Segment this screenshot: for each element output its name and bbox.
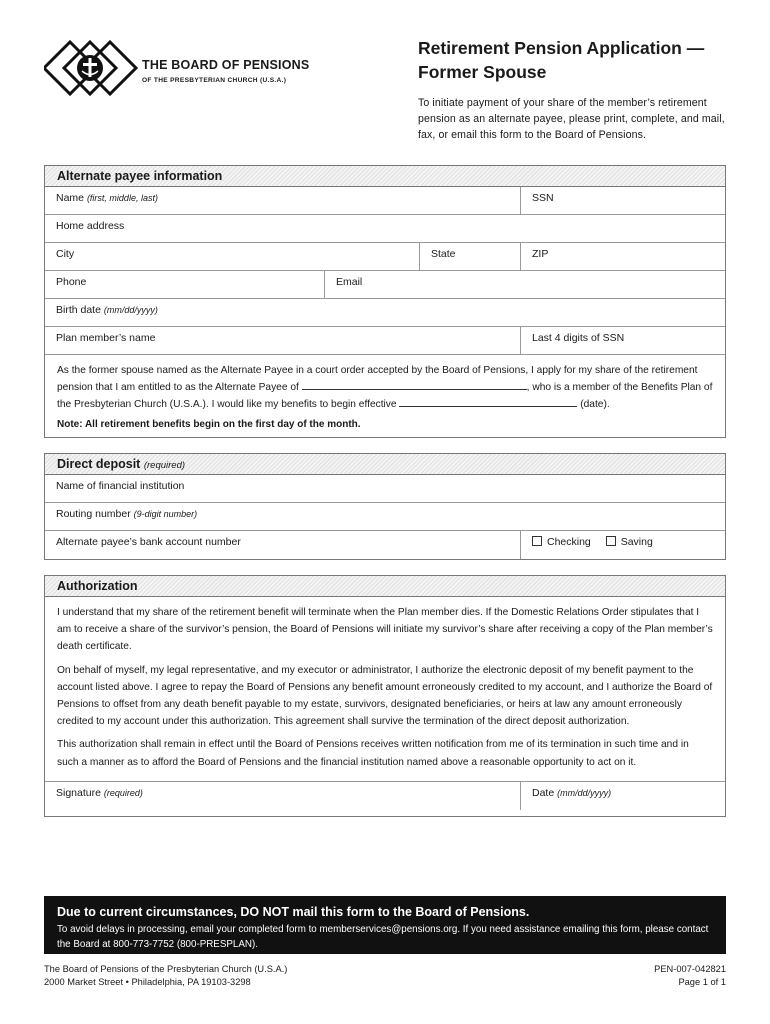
- authorization-paragraph-1: I understand that my share of the retirement benefit will terminate when the Plan member dies. If the Domestic Relations Order stipulates that I am to receive a share of the survivor’s pension, the Board of Pensions will initiate my survivor’s share after receiving a copy of the Plan member’s death certificate.: [57, 607, 713, 653]
- org-name: THE BOARD OF PENSIONS: [142, 58, 310, 72]
- note-text: Note: All retirement benefits begin on the first day of the month.: [57, 418, 361, 430]
- birth-date-field[interactable]: Birth date (mm/dd/yyyy): [56, 304, 158, 316]
- email-field[interactable]: Email: [324, 271, 725, 298]
- title-line-1: Retirement Pension Application —: [418, 38, 705, 58]
- authorization-section: [44, 575, 726, 817]
- zip-field[interactable]: ZIP: [520, 243, 725, 270]
- form-row: [45, 327, 725, 355]
- checking-option[interactable]: Checking: [532, 536, 591, 548]
- form-row: [45, 215, 725, 243]
- name-field[interactable]: Name (first, middle, last): [56, 192, 158, 204]
- home-address-field[interactable]: Home address: [56, 220, 125, 232]
- form-row: [45, 531, 725, 559]
- statement-paragraph: As the former spouse named as the Alternate Payee in a court order accepted by the Board of Pensions, I apply for my share of the retirement pension that I am entitled to as the Alternate Payee of , who is a member of the Benefits Plan of the Presbyterian Church (U.S.A.). I would like my benefits to begin effective (date). Note: All retirement benefits begin on the first day of the month.: [45, 355, 725, 433]
- checking-checkbox[interactable]: [532, 536, 542, 546]
- routing-number-field[interactable]: Routing number (9-digit number): [56, 508, 198, 520]
- form-row: [45, 782, 725, 810]
- last4-ssn-field[interactable]: Last 4 digits of SSN: [520, 327, 725, 354]
- saving-checkbox[interactable]: [606, 536, 616, 546]
- authorization-paragraph-3: This authorization shall remain in effect until the Board of Pensions receives written notification from me of its termination in such time and in such a manner as to afford the Board of Pensions and the financial institution named above a reasonable opportunity to act on it.: [57, 739, 689, 768]
- banner-title: Due to current circumstances, DO NOT mail this form to the Board of Pensions.: [57, 905, 530, 919]
- title-line-2: Former Spouse: [418, 62, 547, 82]
- form-code: PEN-007-042821: [654, 964, 726, 974]
- presbyterian-seal-icon: [44, 38, 140, 98]
- intro-text: To initiate payment of your share of the member’s retirement pension as an alternate payee, please print, complete, and mail, fax, or email this form to the Board of Pensions.: [418, 97, 725, 141]
- section-heading: Direct deposit (required): [45, 454, 725, 475]
- section-heading: Alternate payee information: [45, 166, 725, 187]
- state-field[interactable]: State: [419, 243, 520, 270]
- form-row: [45, 503, 725, 531]
- effective-date-blank[interactable]: [399, 397, 577, 407]
- section-heading: Authorization: [45, 576, 725, 597]
- alternate-payee-section: [44, 165, 726, 438]
- plan-member-name-field[interactable]: Plan member’s name: [56, 332, 156, 344]
- authorization-text: [45, 597, 725, 782]
- signature-field[interactable]: Signature (required): [56, 787, 143, 799]
- form-row: [45, 271, 725, 299]
- signature-date-field[interactable]: Date (mm/dd/yyyy): [520, 782, 725, 810]
- footer-street: 2000 Market Street • Philadelphia, PA 19103-3298: [44, 977, 251, 987]
- account-type-options: [520, 531, 725, 559]
- footer-org: The Board of Pensions of the Presbyterian Church (U.S.A.): [44, 964, 288, 974]
- notice-banner: [44, 896, 726, 954]
- footer-meta: [654, 963, 726, 989]
- phone-field[interactable]: Phone: [56, 276, 87, 288]
- form-row: [45, 187, 725, 215]
- authorization-paragraph-2: On behalf of myself, my legal representative, and my executor or administrator, I authorize the electronic deposit of my benefit payment to the account listed above. I agree to repay the Board of Pensions any benefit amount erroneously credited to my account, and I authorize the Board of Pensions to offset from any death benefit payable to my estate, survivors, designated beneficiaries, or heirs at law any amount erroneously credited to my account under this authorization. This agreement shall survive the termination of the direct deposit authorization.: [57, 664, 713, 728]
- title-block: [418, 36, 734, 143]
- org-logo: [44, 38, 310, 98]
- bank-account-field[interactable]: Alternate payee’s bank account number: [56, 536, 241, 548]
- financial-institution-field[interactable]: Name of financial institution: [56, 480, 185, 492]
- direct-deposit-section: [44, 453, 726, 560]
- form-row: [45, 475, 725, 503]
- ssn-field[interactable]: SSN: [520, 187, 725, 214]
- plan-member-blank[interactable]: [302, 380, 527, 390]
- form-row: [45, 299, 725, 327]
- form-row: [45, 243, 725, 271]
- org-subname: OF THE PRESBYTERIAN CHURCH (U.S.A.): [142, 77, 287, 84]
- city-field[interactable]: City: [56, 248, 75, 260]
- saving-option[interactable]: Saving: [606, 536, 653, 548]
- page-title: [418, 36, 734, 84]
- page-number: Page 1 of 1: [678, 977, 726, 987]
- footer-address: [44, 963, 287, 989]
- banner-text: To avoid delays in processing, email your completed form to memberservices@pensions.org. If you need assistance emailing this form, please contact the Board at 800-773-7752 (800-PRESPLAN).: [57, 924, 709, 950]
